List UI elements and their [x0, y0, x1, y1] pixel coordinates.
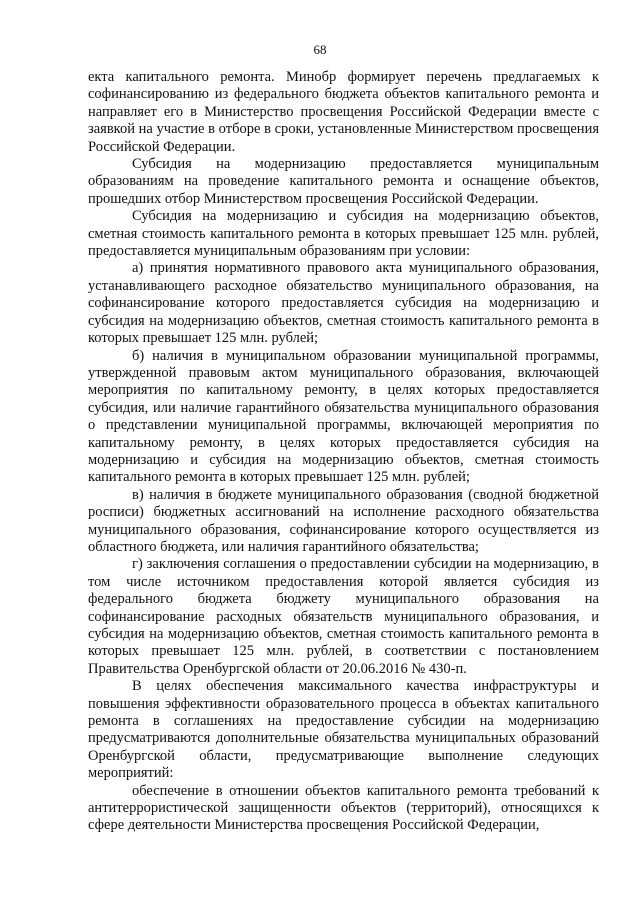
paragraph-additional-obligations: В целях обеспечения максимального качества инфраструктуры и повышения эффективности образовательного процесса в объектах капитального ремонта в соглашениях на предоставление субсидии на модернизацию предусматриваются дополнительные обязательства муниципальных образований Оренбургской области, предусматривающие выполнение следующих мероприятий:	[88, 678, 599, 782]
condition-g: г) заключения соглашения о предоставлении субсидии на модернизацию, в том числе источником предоставления которой является субсидия из федерального бюджета бюджету муниципального образования на софинансирование расходных обязательств муниципального образования, и субсидия на модернизацию объектов, сметная стоимость капитального ремонта в которых превышает 125 млн. рублей, в соответствии с постановлением Правительства Оренбургской области от 20.06.2016 № 430-п.	[88, 556, 599, 677]
condition-v: в) наличия в бюджете муниципального образования (сводной бюджетной росписи) бюджетных ассигнований на исполнение расходного обязательства муниципального образования, софинансирование которого осуществляется из областного бюджета, или наличия гарантийного обязательства;	[88, 486, 599, 555]
condition-a: а) принятия нормативного правового акта муниципального образования, устанавливающего расходное обязательство муниципального образования, на софинансирование которого предоставляется субсидия на модернизацию и субсидия на модернизацию объектов, сметная стоимость капитального ремонта в которых превышает 125 млн. рублей;	[88, 260, 599, 347]
paragraph-subsidy-conditions: Субсидия на модернизацию и субсидия на модернизацию объектов, сметная стоимость капитального ремонта в которых превышает 125 млн. рублей, предоставляется муниципальным образованиям при условии:	[88, 208, 599, 260]
body-text	[88, 69, 599, 835]
condition-b: б) наличия в муниципальном образовании муниципальной программы, утвержденной правовым актом муниципального образования, включающей мероприятия по капитальному ремонту, в целях которых предоставляется субсидия, или наличие гарантийного обязательства муниципального образования о представлении муниципальной программы, включающей мероприятия по капитальному ремонту, в целях которых предоставляется субсидия на модернизацию и субсидия на модернизацию объектов, сметная стоимость капитального ремонта в которых превышает 125 млн. рублей;	[88, 347, 599, 486]
paragraph-antiterrorism: обеспечение в отношении объектов капитального ремонта требований к антитеррористической защищенности объектов (территорий), относящихся к сфере деятельности Министерства просвещения Российской Федерации,	[88, 782, 599, 834]
paragraph-subsidy-purpose: Субсидия на модернизацию предоставляется муниципальным образованиям на проведение капитального ремонта и оснащение объектов, прошедших отбор Министерством просвещения Российской Федерации.	[88, 156, 599, 207]
page-number: 68	[313, 42, 327, 57]
paragraph-continuation: екта капитального ремонта. Минобр формирует перечень предлагаемых к софинансированию из федерального бюджета объектов капитального ремонта и направляет его в Министерство просвещения Российской Федерации вместе с заявкой на участие в отборе в сроки, установленные Министерством просвещения Российской Федерации.	[88, 69, 599, 155]
